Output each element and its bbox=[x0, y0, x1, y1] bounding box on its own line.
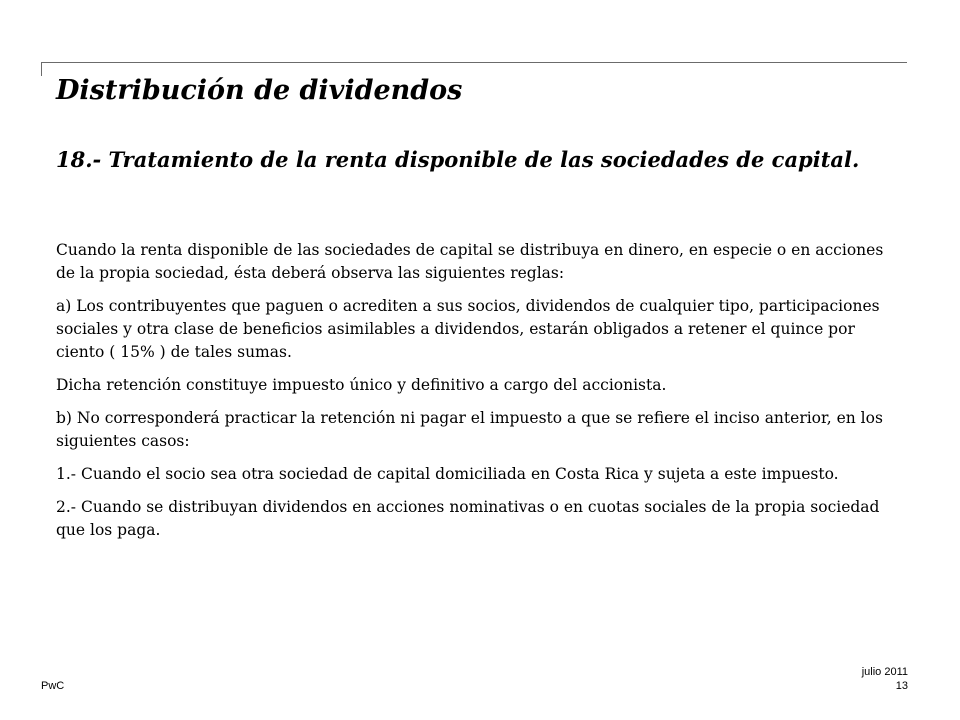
slide-subtitle: 18.- Tratamiento de la renta disponible de las sociedades de capital. bbox=[56, 147, 860, 172]
footer-page-number: 13 bbox=[895, 680, 908, 692]
header-rule bbox=[41, 62, 907, 63]
rule-b-paragraph: b) No corresponderá practicar la retención ni pagar el impuesto a que se refiere el inciso anterior, en los siguientes casos: bbox=[56, 409, 883, 450]
footer-date: julio 2011 bbox=[861, 666, 908, 678]
case-2-paragraph: 2.- Cuando se distribuyan dividendos en acciones nominativas o en cuotas sociales de la propia sociedad que los paga. bbox=[56, 498, 880, 539]
rule-a-paragraph: a) Los contribuyentes que paguen o acrediten a sus socios, dividendos de cualquier tipo, participaciones sociales y otra clase de beneficios asimilables a dividendos, estarán obligados a retener el quince por ciento ( 15% ) de tales sumas. bbox=[56, 297, 880, 361]
withholding-note-paragraph: Dicha retención constituye impuesto único y definitivo a cargo del accionista. bbox=[56, 376, 667, 394]
footer-brand: PwC bbox=[41, 680, 65, 692]
intro-paragraph: Cuando la renta disponible de las sociedades de capital se distribuya en dinero, en especie o en acciones de la propia sociedad, ésta deberá observa las siguientes reglas: bbox=[56, 241, 884, 282]
footer-info bbox=[862, 665, 908, 693]
header-rule-tick bbox=[41, 62, 42, 76]
slide-body bbox=[56, 239, 901, 552]
slide-title: Distribución de dividendos bbox=[56, 75, 463, 106]
case-1-paragraph: 1.- Cuando el socio sea otra sociedad de capital domiciliada en Costa Rica y sujeta a este impuesto. bbox=[56, 465, 839, 483]
